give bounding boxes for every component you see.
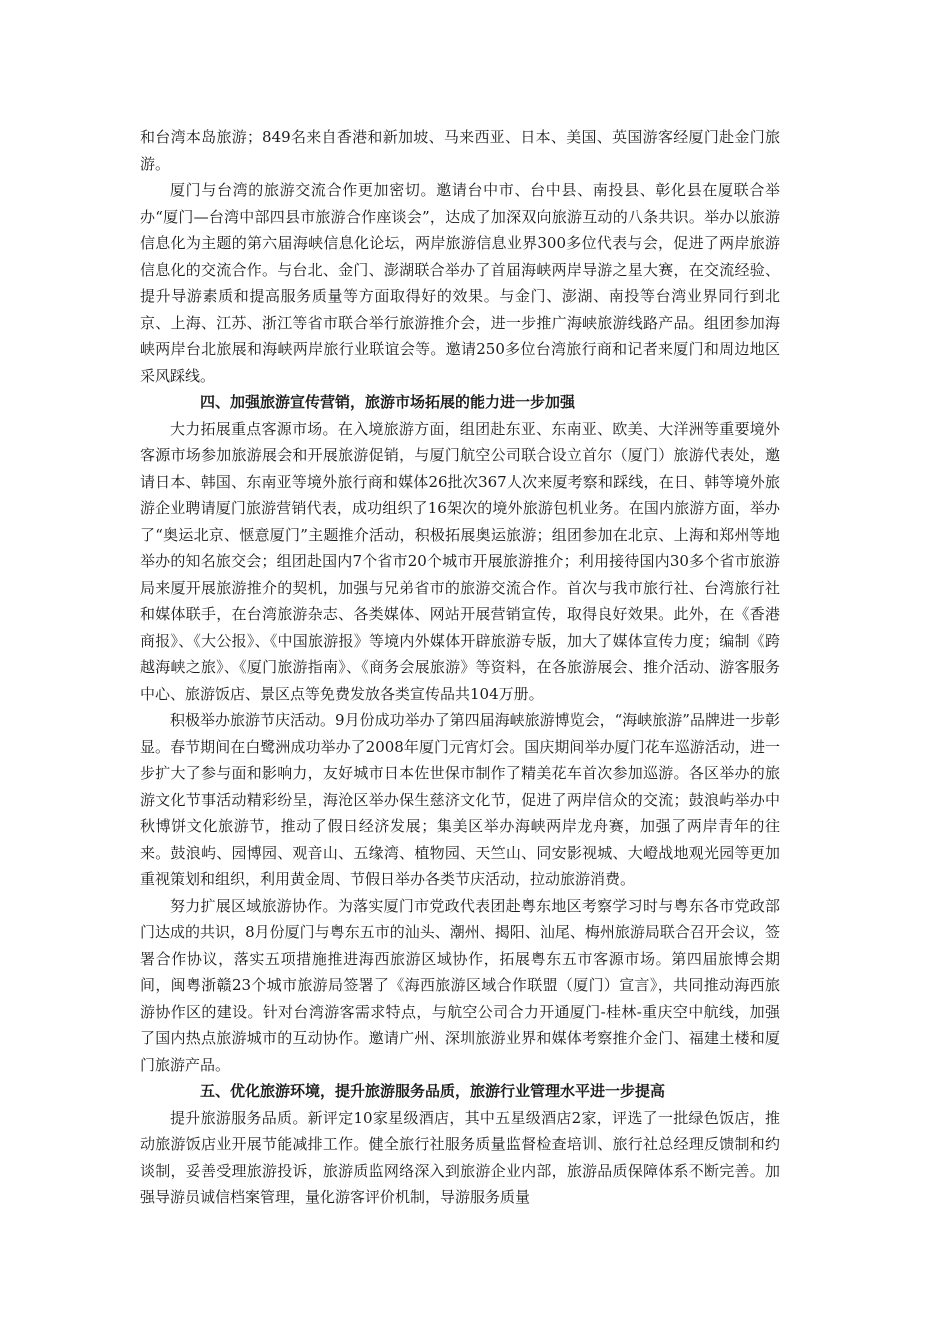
document-body bbox=[140, 124, 780, 1211]
section-heading-5: 五、优化旅游环境，提升旅游服务品质，旅游行业管理水平进一步提高 bbox=[200, 1082, 666, 1100]
paragraph-festival-events: 积极举办旅游节庆活动。9月份成功举办了第四届海峡旅游博览会，“海峡旅游”品牌进一步彰显。春节期间在白鹭洲成功举办了2008年厦门元宵灯会。国庆期间举办厦门花车巡游活动，进一步扩大了参与面和影响力，友好城市日本佐世保市制作了精美花车首次参加巡游。各区举办的旅游文化节事活动精彩纷呈，海沧区举办保生慈济文化节，促进了两岸信众的交流；鼓浪屿举办中秋博饼文化旅游节，推动了假日经济发展；集美区举办海峡两岸龙舟赛，加强了两岸青年的往来。鼓浪屿、园博园、观音山、五缘湾、植物园、天竺山、同安影视城、大嶝战地观光园等更加重视策划和组织，利用黄金周、节假日举办各类节庆活动，拉动旅游消费。 bbox=[140, 711, 780, 888]
section-heading-4: 四、加强旅游宣传营销，旅游市场拓展的能力进一步加强 bbox=[200, 393, 576, 411]
paragraph-regional-cooperation: 努力扩展区域旅游协作。为落实厦门市党政代表团赴粤东地区考察学习时与粤东各市党政部门达成的共识，8月份厦门与粤东五市的汕头、潮州、揭阳、汕尾、梅州旅游局联合召开会议，签署合作协议，落实五项措施推进海西旅游区域协作，拓展粤东五市客源市场。第四届旅博会期间，闽粤浙赣23个城市旅游局签署了《海西旅游区域合作联盟（厦门）宣言》，共同推动海西旅游协作区的建设。针对台湾游客需求特点，与航空公司合力开通厦门-桂林-重庆空中航线，加强了国内热点旅游城市的互动协作。邀请广州、深圳旅游业界和媒体考察推介金门、福建土楼和厦门旅游产品。 bbox=[140, 896, 780, 1074]
paragraph-service-quality: 提升旅游服务品质。新评定10家星级酒店，其中五星级酒店2家，评选了一批绿色饭店，推动旅游饭店业开展节能减排工作。健全旅行社服务质量监督检查培训、旅行社总经理反馈制和约谈制，妥善受理旅游投诉，旅游质监网络深入到旅游企业内部，旅游品质保障体系不断完善。加强导游员诚信档案管理，量化游客评价机制，导游服务质量 bbox=[140, 1108, 780, 1206]
paragraph-source-markets: 大力拓展重点客源市场。在入境旅游方面，组团赴东亚、东南亚、欧美、大洋洲等重要境外客源市场参加旅游展会和开展旅游促销，与厦门航空公司联合设立首尔（厦门）旅游代表处，邀请日本、韩国、东南亚等境外旅行商和媒体26批次367人次来厦考察和踩线，在日、韩等境外旅游企业聘请厦门旅游营销代表，成功组织了16架次的境外旅游包机业务。在国内旅游方面，举办了“奥运北京、惬意厦门”主题推介活动，积极拓展奥运旅游；组团参加在北京、上海和郑州等地举办的知名旅交会；组团赴国内7个省市20个城市开展旅游推介；利用接待国内30多个省市旅游局来厦开展旅游推介的契机，加强与兄弟省市的旅游交流合作。首次与我市旅行社、台湾旅行社和媒体联手，在台湾旅游杂志、各类媒体、网站开展营销宣传，取得良好效果。此外，在《香港商报》、《大公报》、《中国旅游报》等境内外媒体开辟旅游专版，加大了媒体宣传力度；编制《跨越海峡之旅》、《厦门旅游指南》、《商务会展旅游》等资料，在各旅游展会、推介活动、游客服务中心、旅游饭店、景区点等免费发放各类宣传品共104万册。 bbox=[140, 419, 780, 703]
paragraph-xiamen-taiwan-cooperation: 厦门与台湾的旅游交流合作更加密切。邀请台中市、台中县、南投县、彰化县在厦联合举办“厦门—台湾中部四县市旅游合作座谈会”，达成了加深双向旅游互动的八条共识。举办以旅游信息化为主题的第六届海峡信息化论坛，两岸旅游信息业界300多位代表与会，促进了两岸旅游信息化的交流合作。与台北、金门、澎湖联合举办了首届海峡两岸导游之星大赛，在交流经验、提升导游素质和提高服务质量等方面取得好的效果。与金门、澎湖、南投等台湾业界同行到北京、上海、江苏、浙江等省市联合举行旅游推介会，进一步推广海峡旅游线路产品。组团参加海峡两岸台北旅展和海峡两岸旅行业联谊会等。邀请250多位台湾旅行商和记者来厦门和周边地区采风踩线。 bbox=[140, 181, 780, 385]
paragraph-continued: 和台湾本岛旅游；849名来自香港和新加坡、马来西亚、日本、美国、英国游客经厦门赴金门旅游。 bbox=[140, 128, 780, 173]
